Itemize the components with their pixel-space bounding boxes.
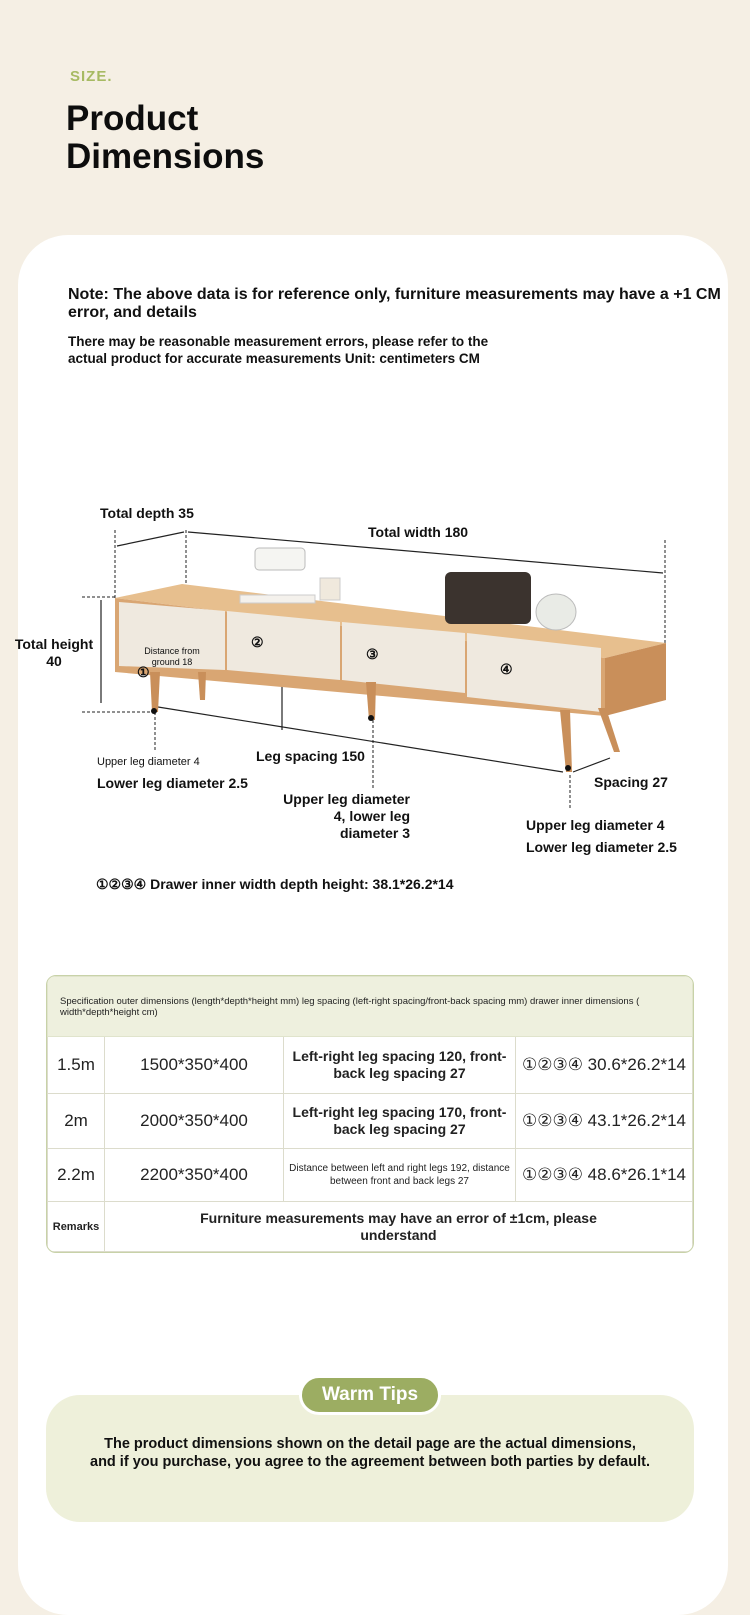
title-line-1: Product xyxy=(66,99,199,138)
ground-line-2: ground 18 xyxy=(151,657,193,667)
cell-spec: 2m xyxy=(48,1094,105,1149)
mid-leg-line-3: diameter 3 xyxy=(339,825,410,841)
cell-drawer: ①②③④ 48.6*26.1*14 xyxy=(516,1149,693,1202)
mid-leg-line-1: Upper leg diameter xyxy=(283,791,410,807)
warm-tips-text: The product dimensions shown on the detail page are the actual dimensions, and if you purchase, you agree to the agreement between both parties by default. xyxy=(90,1436,650,1470)
label-right-leg-upper: Upper leg diameter 4 xyxy=(526,817,665,833)
table-row xyxy=(48,1037,693,1094)
cell-legs: Left-right leg spacing 120, front-back leg spacing 27 xyxy=(284,1037,516,1094)
label-total-height xyxy=(12,636,96,670)
ground-line-1: Distance from xyxy=(144,646,200,656)
note-secondary: There may be reasonable measurement errors, please refer to the actual product for accurate measurements Unit: centimeters CM xyxy=(68,334,489,366)
label-spacing: Spacing 27 xyxy=(594,774,668,790)
label-left-leg-lower: Lower leg diameter 2.5 xyxy=(97,775,248,791)
label-right-leg-lower: Lower leg diameter 2.5 xyxy=(526,839,677,855)
total-height-line-1: Total height xyxy=(14,636,94,652)
cell-outer: 1500*350*400 xyxy=(105,1037,284,1094)
remarks-label: Remarks xyxy=(48,1202,105,1252)
mid-leg-line-2: 4, lower leg xyxy=(333,808,410,824)
drawer-num-2: ② xyxy=(251,634,264,650)
total-height-line-2: 40 xyxy=(46,653,62,669)
label-mid-leg xyxy=(270,791,410,842)
table-header-row xyxy=(48,977,693,1037)
drawer-num-3: ③ xyxy=(366,646,379,662)
cell-spec: 2.2m xyxy=(48,1149,105,1202)
cell-drawer: ①②③④ 30.6*26.2*14 xyxy=(516,1037,693,1094)
spec-table xyxy=(46,975,694,1253)
label-left-leg-upper: Upper leg diameter 4 xyxy=(97,756,200,768)
section-tag: SIZE. xyxy=(70,68,113,85)
note-primary: Note: The above data is for reference only, furniture measurements may have a +1 CM error, and details xyxy=(68,286,721,321)
table-row xyxy=(48,1149,693,1202)
cell-outer: 2000*350*400 xyxy=(105,1094,284,1149)
drawer-num-4: ④ xyxy=(500,661,513,677)
remarks-text: Furniture measurements may have an error of ±1cm, please understand xyxy=(105,1202,693,1252)
label-drawer-inner: ①②③④ Drawer inner width depth height: 38.1*26.2*14 xyxy=(96,876,454,892)
title-line-2: Dimensions xyxy=(66,137,265,176)
drawer-2 xyxy=(227,611,340,680)
table-remarks-row xyxy=(48,1202,693,1252)
drawer-num-1: ① xyxy=(137,664,150,680)
cell-legs: Distance between left and right legs 192, distance between front and back legs 27 xyxy=(284,1149,516,1202)
cell-legs: Left-right leg spacing 170, front-back leg spacing 27 xyxy=(284,1094,516,1149)
cell-drawer: ①②③④ 43.1*26.2*14 xyxy=(516,1094,693,1149)
table-header: Specification outer dimensions (length*depth*height mm) leg spacing (left-right spacing/front-back spacing mm) drawer inner dimensions ( width*depth*height cm) xyxy=(48,977,693,1037)
cell-spec: 1.5m xyxy=(48,1037,105,1094)
label-total-depth: Total depth 35 xyxy=(100,505,194,521)
speaker xyxy=(445,572,531,624)
page-title xyxy=(66,100,264,176)
warm-tips-title: Warm Tips xyxy=(299,1375,441,1415)
label-total-width: Total width 180 xyxy=(368,524,469,540)
label-leg-spacing: Leg spacing 150 xyxy=(256,748,365,764)
table-row xyxy=(48,1094,693,1149)
cell-outer: 2200*350*400 xyxy=(105,1149,284,1202)
